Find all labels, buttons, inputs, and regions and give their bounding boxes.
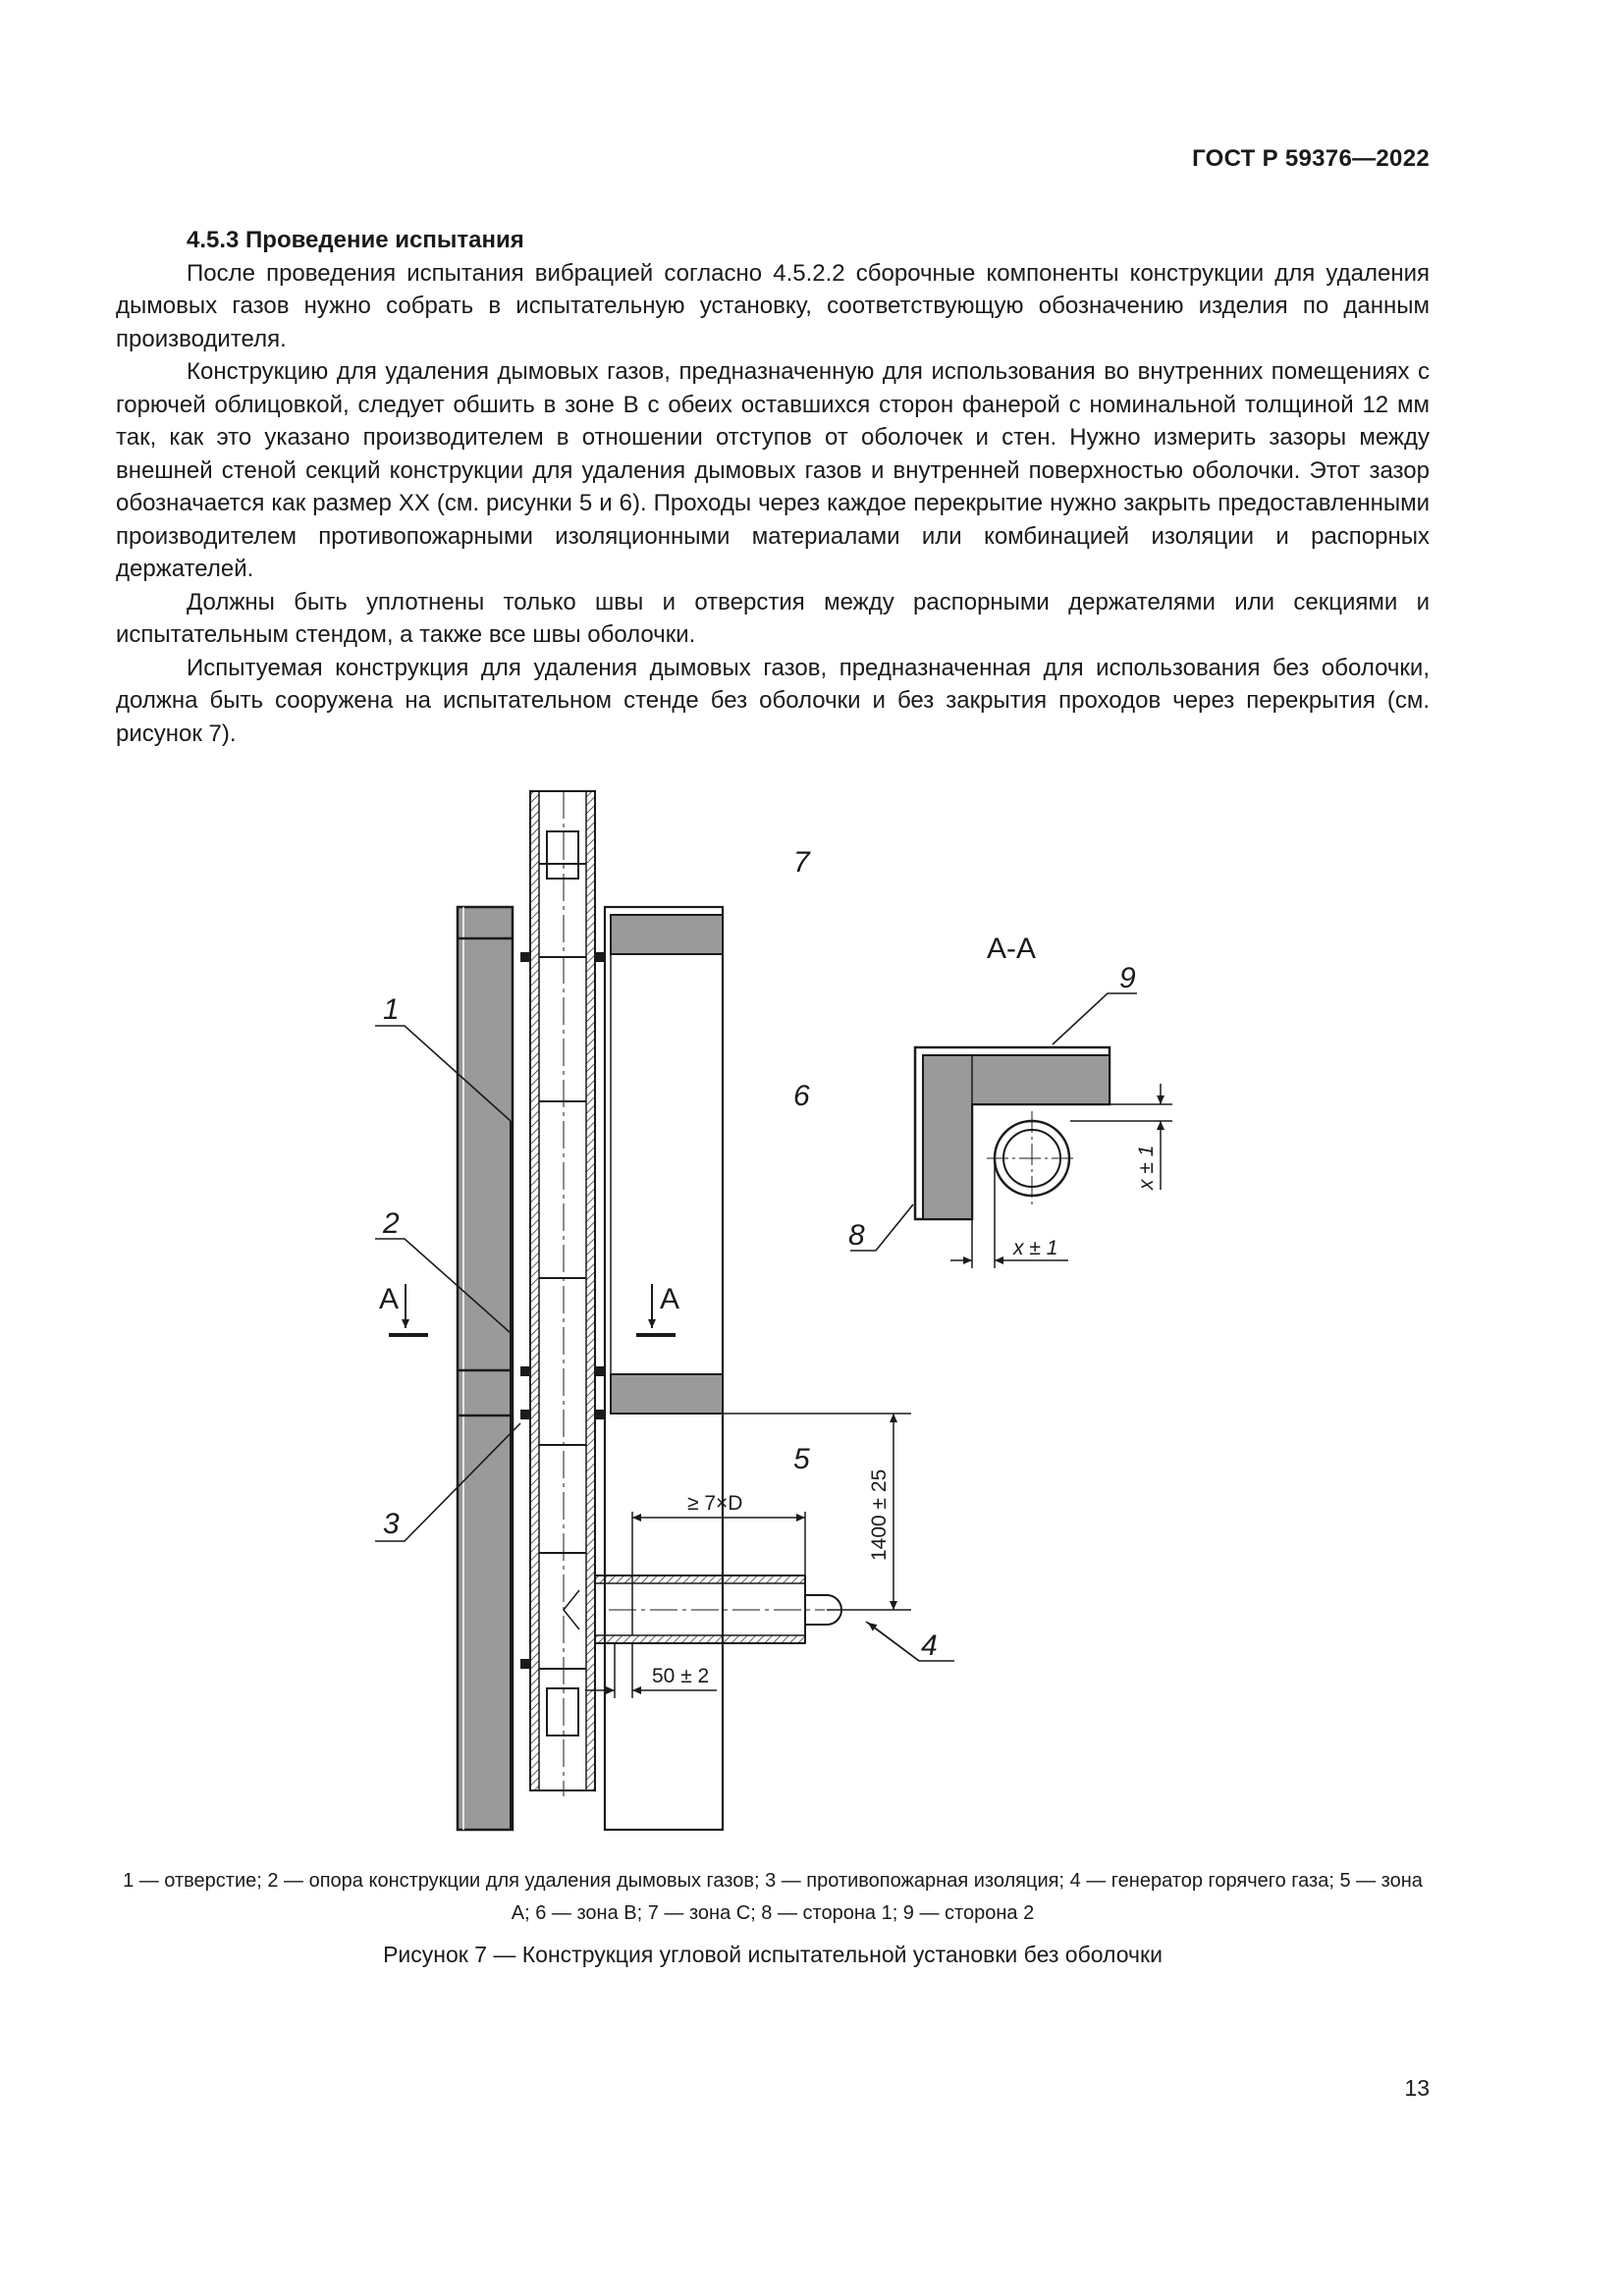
body-text — [116, 224, 1430, 750]
paragraph-4: Испытуемая конструкция для удаления дымовых газов, предназначенная для использования без оболочки, должна быть сооружена на испытательном стенде без оболочки и без закрытия проходов через перекрытия (см. рисунок 7). — [116, 654, 1430, 747]
dim-gap-vertical-label: x ± 1 — [1135, 1145, 1158, 1190]
paragraph-2: Конструкцию для удаления дымовых газов, предназначенную для использования во внутренних помещениях с горючей облицовкой, следует обшить в зоне B с обеих оставшихся сторон фанерой с номинальной толщиной 12 мм так, как это указано производителем в отношении отступов от оболочек и стен. Нужно измерить зазоры между внешней стеной секций конструкции для удаления дымовых газов и внутренней поверхностью оболочки. Этот зазор обозначается как размер XX (см. рисунки 5 и 6). Проходы через каждое перекрытие нужно закрыть предоставленными производителем противопожарными изоляционными материалами или комбинацией изоляции и распорных держателей. — [116, 358, 1430, 582]
callout-8: 8 — [848, 1219, 865, 1252]
section-heading: 4.5.3 Проведение испытания — [187, 227, 524, 253]
callout-5: 5 — [793, 1443, 810, 1475]
section-aa — [915, 1047, 1110, 1219]
callout-1: 1 — [383, 993, 400, 1026]
figure-legend: 1 — отверстие; 2 — опора конструкции для удаления дымовых газов; 3 — противопожарная изоляция; 4 — генератор горячего газа; 5 — зона A; 6 — зона B; 7 — зона C; 8 — сторона 1; 9 — сторона 2 — [123, 1870, 1423, 1924]
callout-6: 6 — [793, 1080, 810, 1112]
branch-pipe — [564, 1575, 825, 1643]
leader-8-9 — [850, 993, 1137, 1251]
chimney-pipe — [530, 791, 595, 1796]
figure-caption: Рисунок 7 — Конструкция угловой испытательной установки без оболочки — [383, 1942, 1163, 1967]
dim-height-label: 1400 ± 25 — [868, 1468, 891, 1561]
cut-label-left: А — [379, 1283, 400, 1315]
dim-gap-horizontal-label: x ± 1 — [1013, 1237, 1058, 1259]
callout-9: 9 — [1119, 962, 1136, 994]
section-label: А-А — [987, 933, 1037, 965]
dim-length — [632, 1512, 805, 1583]
callout-7: 7 — [793, 846, 810, 879]
callout-3: 3 — [383, 1508, 400, 1540]
dim-length-label: ≥ 7×D — [687, 1492, 743, 1515]
standard-number: ГОСТ Р 59376—2022 — [1192, 145, 1430, 172]
page-number: 13 — [1404, 2075, 1430, 2101]
leader-4-arrow — [868, 1623, 919, 1661]
left-wall — [458, 907, 513, 1830]
figure-drawing — [353, 775, 1158, 1855]
figure-7 — [353, 775, 1158, 1855]
callout-4: 4 — [921, 1629, 938, 1662]
callout-2: 2 — [383, 1207, 400, 1240]
cut-label-right: А — [660, 1283, 680, 1315]
right-enclosure — [605, 907, 723, 1830]
paragraph-3: Должны быть уплотнены только швы и отверстия между распорными держателями или секциями и испытательным стендом, а также все швы оболочки. — [116, 588, 1430, 648]
paragraph-1: После проведения испытания вибрацией согласно 4.5.2.2 сборочные компоненты конструкции для удаления дымовых газов нужно собрать в испытательную установку, соответствующую обозначению изделия по данным производителя. — [116, 259, 1430, 352]
dim-offset-label: 50 ± 2 — [652, 1665, 710, 1687]
